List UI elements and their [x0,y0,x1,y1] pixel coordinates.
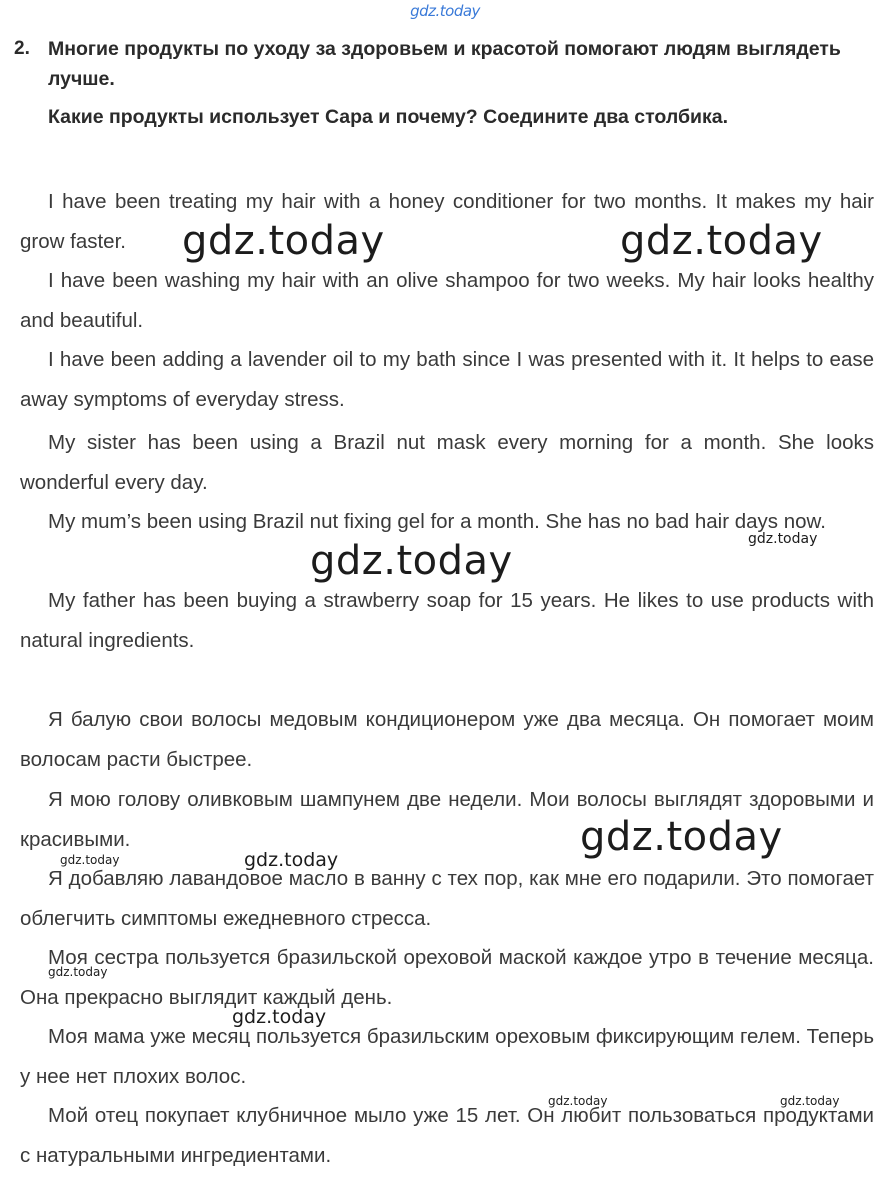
watermark: gdz.today [580,814,783,860]
watermark: gdz.today [620,218,823,264]
english-paragraph: My mum’s been using Brazil nut fixing gel for a month. She has no bad hair days now. [48,510,826,533]
english-paragraph: I have been adding a lavender oil to my bath since I was presented with it. It helps to ease away symptoms of everyday stress. [20,348,874,411]
english-paragraph: I have been washing my hair with an olive shampoo for two weeks. My hair looks healthy and beautiful. [20,269,874,332]
russian-paragraph: Я мою голову оливковым шампунем две недели. Мои волосы выглядят здоровыми и красивыми. [20,788,874,851]
watermark: gdz.today [748,531,818,547]
english-paragraph: I have been treating my hair with a honey conditioner for two months. It makes my hair grow faster. [20,190,874,253]
watermark: gdz.today [244,849,339,871]
watermark: gdz.today [48,965,108,979]
task-header [14,34,876,132]
russian-paragraph: Я балую свои волосы медовым кондиционером уже два месяца. Он помогает моим волосам расти быстрее. [20,708,874,771]
watermark: gdz.today [548,1094,608,1108]
russian-paragraph: Мой отец покупает клубничное мыло уже 15 лет. Он любит пользоваться продуктами с натуральными ингредиентами. [20,1104,874,1167]
watermark: gdz.today [182,218,385,264]
watermark: gdz.today [232,1006,327,1028]
watermark: gdz.today [780,1094,840,1108]
task-number: 2. [14,38,30,59]
russian-paragraph: Я добавляю лавандовое масло в ванну с тех пор, как мне его подарили. Это помогает облегчить симптомы ежедневного стресса. [20,867,874,930]
top-watermark: gdz.today [410,2,480,20]
task-instruction: Многие продукты по уходу за здоровьем и красотой помогают людям выглядеть лучше. [48,38,841,90]
task-question: Какие продукты использует Сара и почему? Соедините два столбика. [48,106,729,128]
russian-paragraph: Моя мама уже месяц пользуется бразильским ореховым фиксирующим гелем. Теперь у нее нет плохих волос. [20,1025,874,1088]
english-paragraph: My sister has been using a Brazil nut mask every morning for a month. She looks wonderful every day. [20,431,874,494]
english-paragraph: My father has been buying a strawberry soap for 15 years. He likes to use products with natural ingredients. [20,589,874,652]
watermark: gdz.today [310,538,513,584]
watermark: gdz.today [60,853,120,867]
russian-paragraph: Моя сестра пользуется бразильской ореховой маской каждое утро в течение месяца. Она прекрасно выглядит каждый день. [20,946,874,1009]
